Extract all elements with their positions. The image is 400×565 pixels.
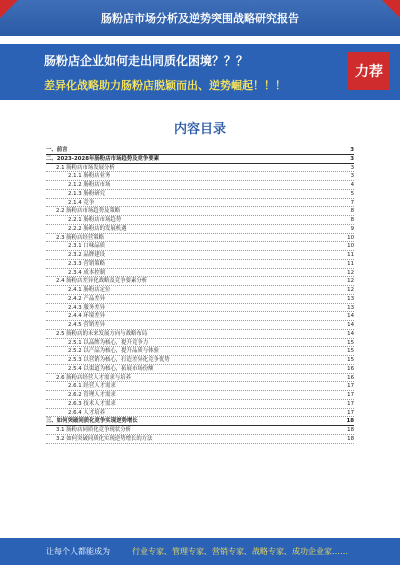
toc-entry[interactable] <box>46 277 354 286</box>
toc-entry[interactable] <box>46 242 354 251</box>
recommend-stamp: 力荐 <box>348 52 390 90</box>
toc-entry-page: 15 <box>347 339 354 346</box>
toc-entry-page: 9 <box>350 225 354 232</box>
footer-banner <box>0 538 400 565</box>
toc-entry[interactable] <box>46 269 354 278</box>
toc-entry-page: 5 <box>350 190 354 197</box>
hero-banner <box>0 44 400 100</box>
toc-entry[interactable] <box>46 199 354 208</box>
toc-entry-title: 2.6 肠粉店经营人才需求与培养 <box>56 374 131 381</box>
toc-entry-page: 18 <box>346 418 354 425</box>
toc-entry-page: 3 <box>350 164 354 171</box>
toc-entry[interactable] <box>46 225 354 234</box>
toc-entry-title: 2.6.4 人才培养 <box>68 409 105 416</box>
toc-entry-page: 15 <box>347 348 354 355</box>
toc-entry-title: 一、前言 <box>46 147 68 153</box>
toc-entry-page: 14 <box>347 330 354 337</box>
toc-entry-page: 15 <box>347 357 354 363</box>
toc-entry-title: 2.6.1 经营人才需求 <box>68 383 116 390</box>
toc-entry-title: 2.3.3 营销策略 <box>68 260 105 267</box>
toc-entry-page: 18 <box>347 427 354 433</box>
toc-entry[interactable] <box>46 330 354 339</box>
toc-entry-title: 三、如何突破同质化竞争实现逆势增长 <box>46 418 138 425</box>
toc-entry[interactable] <box>46 347 354 356</box>
toc-entry-page: 13 <box>347 295 354 302</box>
toc-entry-page: 12 <box>347 287 354 293</box>
corner-decoration-left <box>0 0 18 18</box>
toc-entry-title: 3.1 肠粉店同质化竞争现状分析 <box>56 427 131 433</box>
hero-headline: 肠粉店企业如何走出同质化困境？？？ <box>44 54 249 68</box>
toc-entry[interactable] <box>46 146 354 155</box>
toc-entry-page: 11 <box>347 260 354 267</box>
toc-entry[interactable] <box>46 435 354 444</box>
toc-entry[interactable] <box>46 190 354 199</box>
toc-entry[interactable] <box>46 339 354 348</box>
toc-entry-page: 13 <box>347 304 354 311</box>
toc-entry-page: 3 <box>350 147 354 153</box>
toc-entry-title: 2.5.3 以营销为核心，打造差异化竞争优势 <box>68 357 170 363</box>
toc-entry-page: 17 <box>347 409 354 416</box>
toc-entry-page: 7 <box>350 199 354 206</box>
toc-entry-title: 2.4.3 服务差异 <box>68 304 105 311</box>
toc-entry[interactable] <box>46 321 354 330</box>
toc-entry[interactable] <box>46 207 354 216</box>
toc-entry[interactable] <box>46 155 354 164</box>
toc-entry[interactable] <box>46 409 354 418</box>
toc-entry-page: 17 <box>347 400 354 407</box>
toc-entry-page: 4 <box>350 182 354 188</box>
toc-entry[interactable] <box>46 382 354 391</box>
toc-entry[interactable] <box>46 417 354 426</box>
toc-entry[interactable] <box>46 312 354 321</box>
toc-entry-title: 2.1.3 肠粉研究 <box>68 190 105 197</box>
toc-entry-title: 2.2.2 肠粉店的发展机遇 <box>68 225 127 232</box>
toc-entry-title: 2.1 肠粉店市场发展分析 <box>56 164 115 171</box>
hero-subheadline: 差异化战略助力肠粉店脱颖而出、逆势崛起！！！ <box>44 79 286 92</box>
toc-entry-title: 2.4.2 产品差异 <box>68 295 105 302</box>
toc-entry[interactable] <box>46 374 354 383</box>
footer-slogan: 让每个人都能成为 <box>46 547 110 556</box>
report-title: 肠粉店市场分析及逆势突围战略研究报告 <box>101 12 299 25</box>
toc-entry-title: 2.4 肠粉店差异化战略及竞争要素分析 <box>56 278 148 285</box>
toc-entry-page: 8 <box>350 208 354 215</box>
toc-entry-page: 16 <box>347 365 354 372</box>
toc-entry-page: 14 <box>347 313 354 320</box>
toc-entry-title: 2.3.2 品牌建设 <box>68 252 105 258</box>
toc-entry-title: 2.3.1 口味品质 <box>68 243 105 250</box>
toc-entry-title: 2.2.1 肠粉店市场趋势 <box>68 217 122 223</box>
footer-tagline: 行业专家、管理专家、营销专家、战略专家、成功企业家…… <box>132 547 348 556</box>
toc-entry-title: 2.5 肠粉店的未来发展方向与战略布局 <box>56 330 148 337</box>
toc-entry-page: 10 <box>347 234 354 241</box>
toc-entry-page: 11 <box>347 252 354 258</box>
toc-entry-title: 2.3.4 成本控制 <box>68 269 105 276</box>
toc-entry-title: 2.1.2 肠粉店市场 <box>68 182 111 188</box>
toc-entry[interactable] <box>46 426 354 435</box>
toc-entry[interactable] <box>46 391 354 400</box>
toc-entry-title: 2.1.4 竞争 <box>68 199 95 206</box>
toc-entry[interactable] <box>46 365 354 374</box>
toc-entry-page: 16 <box>347 374 354 381</box>
toc-entry-page: 14 <box>347 322 354 328</box>
toc-entry-page: 18 <box>347 435 354 442</box>
toc-entry-title: 2.6.2 管理人才需求 <box>68 392 116 398</box>
toc-entry-page: 12 <box>347 278 354 285</box>
toc-entry-title: 2.1.1 肠粉店业务 <box>68 173 111 180</box>
report-header <box>0 0 400 36</box>
toc-entry-title: 2.4.1 肠粉店定位 <box>68 287 111 293</box>
toc-entry[interactable] <box>46 400 354 409</box>
toc-entry[interactable] <box>46 260 354 269</box>
toc-entry-title: 2.5.2 以产品为核心，提升品质与体验 <box>68 348 159 355</box>
toc-entry-page: 3 <box>350 155 354 162</box>
toc-entry[interactable] <box>46 356 354 365</box>
toc-entry-title: 2.3 肠粉店经营策略 <box>56 234 105 241</box>
toc-entry-page: 10 <box>347 243 354 250</box>
toc-entry-title: 3.2 如何突破同质化实现逆势增长的方法 <box>56 435 153 442</box>
toc-entry-page: 3 <box>350 173 354 180</box>
toc-entry[interactable] <box>46 172 354 181</box>
toc-entry-title: 2.6.3 技术人才需求 <box>68 400 116 407</box>
toc-entry-title: 2.5.1 以品牌为核心，提升竞争力 <box>68 339 149 346</box>
toc-entry-page: 17 <box>347 392 354 398</box>
toc-entry-title: 二、2023-2028年肠粉店市场趋势及竞争要素 <box>46 155 160 162</box>
toc-entry-page: 12 <box>347 269 354 276</box>
toc-entry[interactable] <box>46 251 354 260</box>
toc-entry-title: 2.2 肠粉店市场趋势及策略 <box>56 208 121 215</box>
toc-entry[interactable] <box>46 304 354 313</box>
toc-entry[interactable] <box>46 181 354 190</box>
toc-entry[interactable] <box>46 164 354 173</box>
toc-entry-title: 2.4.5 营销差异 <box>68 322 105 328</box>
toc-entry-page: 17 <box>347 383 354 390</box>
table-of-contents <box>46 146 354 534</box>
toc-entry[interactable] <box>46 286 354 295</box>
corner-decoration-right <box>382 0 400 18</box>
toc-entry-page: 8 <box>350 217 354 223</box>
toc-entry[interactable] <box>46 295 354 304</box>
toc-title: 内容目录 <box>173 122 226 137</box>
toc-entry-title: 2.4.4 环境差异 <box>68 313 105 320</box>
toc-entry-title: 2.5.4 以渠道为核心，拓展市场份额 <box>68 365 154 372</box>
toc-entry[interactable] <box>46 216 354 225</box>
toc-entry[interactable] <box>46 234 354 243</box>
